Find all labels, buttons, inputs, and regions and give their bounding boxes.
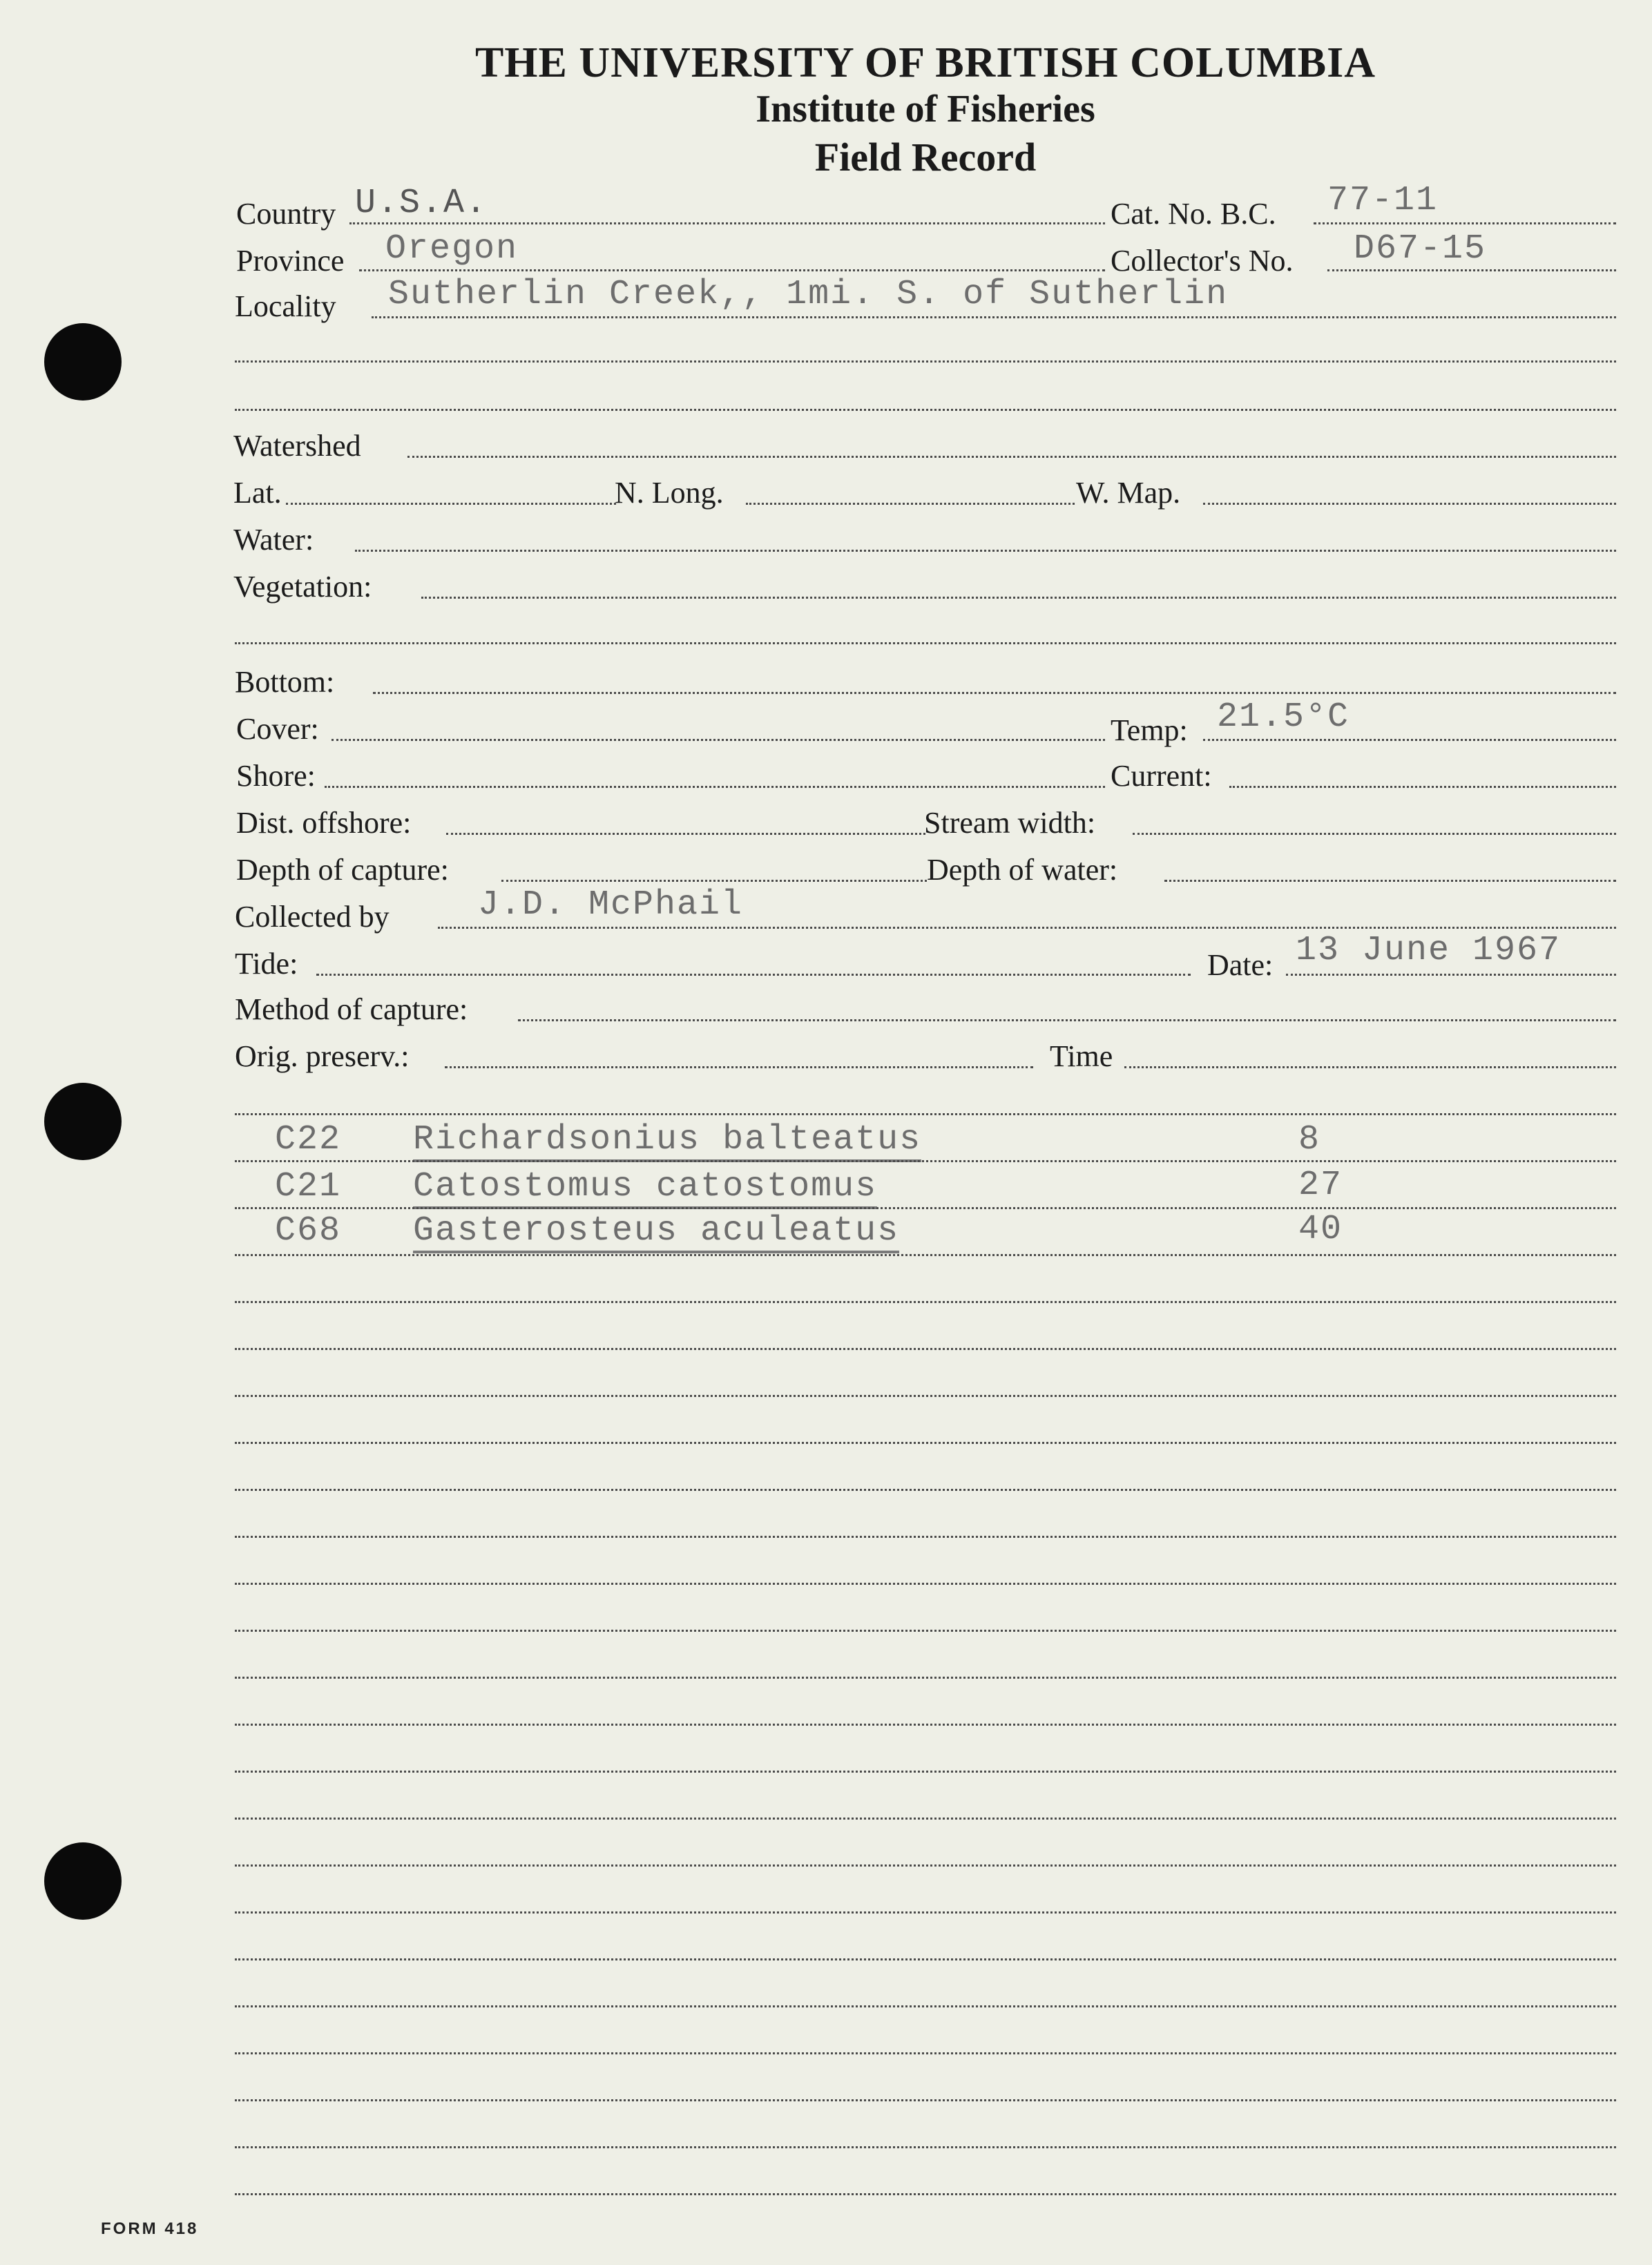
- collectors-no-label: Collector's No.: [1111, 244, 1294, 278]
- date-value: 13 June 1967: [1296, 931, 1562, 970]
- ruled-line: [235, 1348, 1616, 1350]
- institution-heading: THE UNIVERSITY OF BRITISH COLUMBIA: [474, 39, 1376, 86]
- current-line: [1229, 786, 1616, 788]
- time-label: Time: [1050, 1039, 1113, 1073]
- watershed-label: Watershed: [233, 429, 361, 463]
- map-line: [1203, 503, 1616, 505]
- vegetation-line: [421, 597, 1616, 599]
- ruled-line: [235, 1958, 1616, 1960]
- collected-by-line: [438, 927, 1616, 929]
- current-label: Current:: [1111, 759, 1212, 793]
- dist-offshore-line: [446, 833, 925, 835]
- form-title: Field Record: [814, 135, 1037, 180]
- n-long-label: N. Long.: [615, 476, 724, 510]
- specimen-code: C22: [275, 1120, 342, 1159]
- country-value: U.S.A.: [355, 184, 488, 223]
- ruled-line: [235, 2193, 1616, 2195]
- method-line: [518, 1019, 1616, 1021]
- cover-label: Cover:: [236, 712, 319, 746]
- dist-offshore-label: Dist. offshore:: [236, 806, 412, 840]
- collected-by-value: J.D. McPhail: [478, 885, 744, 925]
- stream-width-line: [1133, 833, 1616, 835]
- collectors-no-line: [1327, 269, 1616, 271]
- ruled-line: [235, 1583, 1616, 1585]
- form-number: FORM 418: [101, 2219, 199, 2238]
- specimen-code: C68: [275, 1211, 342, 1251]
- locality-line: [372, 316, 1616, 318]
- department-heading: Institute of Fisheries: [756, 88, 1095, 131]
- locality-label: Locality: [235, 289, 336, 323]
- cat-no-line: [1314, 222, 1616, 224]
- specimen-species: Richardsonius balteatus: [413, 1120, 921, 1162]
- shore-line: [325, 786, 1105, 788]
- lat-label: Lat.: [233, 476, 282, 510]
- depth-capture-label: Depth of capture:: [236, 853, 449, 887]
- time-line: [1124, 1066, 1616, 1068]
- punch-hole: [44, 323, 122, 401]
- province-line: [359, 269, 1105, 271]
- ruled-line: [235, 2052, 1616, 2054]
- country-label: Country: [236, 197, 336, 231]
- specimen-count: 8: [1298, 1120, 1321, 1159]
- specimen-code: C21: [275, 1167, 342, 1206]
- orig-preserv-label: Orig. preserv.:: [235, 1039, 410, 1073]
- punch-hole: [44, 1842, 122, 1920]
- locality-value: Sutherlin Creek,, 1mi. S. of Sutherlin: [388, 275, 1229, 314]
- lat-line: [286, 503, 616, 505]
- ruled-line: [235, 1911, 1616, 1914]
- cat-no-label: Cat. No. B.C.: [1111, 197, 1276, 231]
- ruled-line: [235, 1536, 1616, 1538]
- ruled-line: [235, 1301, 1616, 1303]
- water-label: Water:: [233, 523, 314, 557]
- water-line: [355, 550, 1616, 552]
- ruled-line: [235, 2005, 1616, 2007]
- vegetation-label: Vegetation:: [233, 570, 372, 604]
- punch-hole: [44, 1083, 122, 1160]
- locality-line-2: [235, 360, 1616, 363]
- date-label: Date:: [1207, 948, 1274, 982]
- province-label: Province: [236, 244, 345, 278]
- ruled-line: [235, 1771, 1616, 1773]
- watershed-line: [407, 456, 1616, 458]
- specimen-count: 27: [1298, 1166, 1343, 1205]
- ruled-line: [235, 1442, 1616, 1444]
- ruled-line: [235, 1630, 1616, 1632]
- tide-line: [316, 974, 1191, 976]
- depth-water-label: Depth of water:: [927, 853, 1118, 887]
- cat-no-value: 77-11: [1327, 181, 1439, 220]
- ruled-line: [235, 1677, 1616, 1679]
- ruled-line: [235, 2099, 1616, 2101]
- ruled-line: [235, 1489, 1616, 1491]
- ruled-line: [235, 1724, 1616, 1726]
- stream-width-label: Stream width:: [924, 806, 1096, 840]
- ruled-line: [235, 1254, 1616, 1256]
- collectors-no-value: D67-15: [1354, 229, 1487, 269]
- ruled-line: [235, 1160, 1616, 1162]
- ruled-line: [235, 1395, 1616, 1397]
- bottom-line: [373, 692, 1616, 694]
- shore-label: Shore:: [236, 759, 316, 793]
- bottom-label: Bottom:: [235, 665, 335, 699]
- orig-preserv-line: [445, 1066, 1033, 1068]
- depth-water-line: [1164, 880, 1616, 882]
- temp-line: [1203, 739, 1616, 741]
- method-label: Method of capture:: [235, 992, 468, 1026]
- temp-value: 21.5°C: [1217, 697, 1350, 737]
- specimen-species: Gasterosteus aculeatus: [413, 1211, 899, 1253]
- cover-line: [332, 739, 1105, 741]
- ruled-line: [235, 1818, 1616, 1820]
- ruled-line: [235, 1113, 1616, 1115]
- specimen-species: Catostomus catostomus: [413, 1167, 877, 1209]
- ruled-line: [235, 1864, 1616, 1867]
- temp-label: Temp:: [1111, 713, 1188, 747]
- ruled-line: [235, 2146, 1616, 2148]
- depth-capture-line: [501, 880, 927, 882]
- long-line: [746, 503, 1075, 505]
- vegetation-line-2: [235, 642, 1616, 644]
- tide-label: Tide:: [235, 947, 298, 981]
- collected-by-label: Collected by: [235, 900, 390, 934]
- province-value: Oregon: [385, 229, 519, 269]
- specimen-count: 40: [1298, 1210, 1343, 1249]
- w-map-label: W. Map.: [1076, 476, 1181, 510]
- ruled-line: [235, 1207, 1616, 1209]
- locality-line-3: [235, 409, 1616, 411]
- date-line: [1286, 974, 1616, 976]
